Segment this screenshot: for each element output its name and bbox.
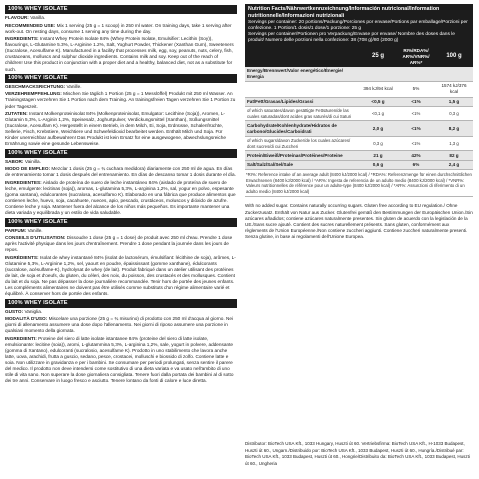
nutrient-col-header (245, 47, 359, 67)
ingredients-fr: INGRÉDIENTS: Isolat de whey instantané 84% (isolat de lactosérum, émulsifiant: lécithine de soja), arômes, L-Glutamine 5,3%, L-Arginine 1,2%, sel, yaourt en poudre, épaississant (gomme xanthane), édulcorants (sucralose, acésulfame-K), hydrolysat de whey (de lait). Produit fabriqué dans un atelier utilisant des protéines de lait, de soja et d'oeufs, du gluten, du céleri, des noix, du poisson, des crustacés et des mollusques. Contient du lait et du soja. Ne pas dépasser la dose journalière recommandée. Tenir hors de portée des jeunes enfants. Les compléments alimentaires ne doivent pas être utilisés comme substituts d'un régime alimentaire varié et équilibré. À conserver hors de portée des enfants. (5, 254, 236, 297)
use-es: MODO DE EMPLEO: Mezclar 1 dosis (25 g = ¾ cuchara medidora) diariamente con 250 ml de agua. En días de entrenamiento tomar 1 dosis después del entrenamiento. En días de descanso tomar 1 dosis durante el día. (5, 166, 236, 178)
nutrition-row (245, 160, 473, 169)
per100-value: 1,5 g (435, 97, 473, 106)
ri-value: 6% (397, 160, 435, 169)
per-serving-value: 21 g (359, 151, 397, 160)
use-it: MODALITÀ D'USO: Miscelare una porzione (25 g = ¾ misurino) di prodotto con 250 ml d'acqua al giorno. Nei giorni di allenamento assumere una dose dopo l'allenamento. Nei giorni di riposo assumere una porzione in qualsiasi momento della giornata. (5, 316, 234, 334)
section-title-en: 100% WHEY ISOLATE (5, 5, 237, 14)
ri-value: <1% (397, 136, 435, 151)
nutrient-name: Carbohydrate/Kohlenhydrate/Hidratos de carbono/Glucides/Carboidrati (245, 121, 359, 136)
sugar-gluten-note: With no added sugar. Contains naturally occurring sugars. Gluten free according to EU regulation./ Ohne Zuckerzusatz. Enthält von Natur aus Zucker. Glutenfrei gemäß den Bestimmungen der Europäischen Union./Sin azúcares añadidos; contiene azúcares naturalmente presentes. Sin gluten de acuerdo con la legislación de la UE./Sans sucre ajouté. Contient des sucres naturellement présents. Sans gluten, conformément aux règlements de l'Union Européenne./Non contiene zuccheri aggiunti. Contiene zuccheri naturalmente presenti. Senza glutine, in base ai regolamenti dell'Unione Europea. (245, 203, 473, 240)
per-serving-value: 2,0 g (359, 121, 397, 136)
use-de: VERZEHREMPFEHLUNG: Mischen Sie täglich 1 Portion (25 g = 1 Messlöffel) Produkt mit 250 ml Wasser. An Trainingstagen verzehren Sie 1 Portion nach dem Training. An trainingsfreien Tagen verzehren Sie 1 Portion zu jeder Tageszeit. (5, 91, 236, 109)
nutrient-name: Energy/Brennwert/Valor energético/Énergie/ Energia (245, 67, 359, 82)
per100-value: 1,3 g (435, 136, 473, 151)
per-serving-value: 394 kJ/94 kcal (359, 82, 397, 97)
nutrient-name: of which saturates/davon gesättigte Fettsäuren/de las cuales saturadas/dont acides gras saturés/di cui Saturi (245, 106, 359, 121)
nutrition-row (245, 82, 473, 97)
nutrition-row (245, 151, 473, 160)
per-serving-value: 0,6 g (359, 160, 397, 169)
flavour-fr: PARFUM: Vanille. (5, 227, 43, 233)
nutrition-table-header (245, 47, 473, 67)
ri-value: <1% (397, 106, 435, 121)
section-title-fr: 100% WHEY ISOLATE (5, 218, 237, 227)
per100-value: 0,3 g (435, 106, 473, 121)
nutrient-name: Protein/Eiweiß/Proteínas/Protéines/Proteine (245, 151, 359, 160)
ri-value: 42% (397, 151, 435, 160)
ingredients-it: INGREDIENTI: Proteine del siero di latte isolate istantanee 84% (proteine del siero di latte isolate, emulsionante: lecitine (soia)), aromi, L-glutammina 5,3%, L-arginina 1,2%, sale, yogurt in polvere, addensante (gomma di Xantano), edulcoranti (sucralosio, acesulfame K). Prodotto in uno stabilimento che lavora anche latte, uova, arachidi, frutta a guscio, sedano, pesce, crostacei, molluschi e biossido di zolfo. Contiene latte e soia. Non utilizzare in gravidanza e per i bambini. Se consumare per periodi prolungati, senza sentire il parere del medico. Il prodotto non deve intendersi come sostitutivo di una dieta variata e va usato nell'ambito di uno stile di vita sano. Non superare la dose giornaliera consigliata. Tenere fuori dalla portata dei bambini al di sotto dei tre anni. Conservare in luogo fresco e asciutto. Tenere lontano da fonti di calore e luce diretta. (5, 335, 234, 384)
multilingual-label-text (5, 4, 237, 475)
nutrition-row (245, 97, 473, 106)
per100-value: 1574 kJ/376 kcal (435, 82, 473, 97)
ri-value: 5% (397, 82, 435, 97)
nutrient-name: Fat/Fett/Grasas/Lipides/Grassi (245, 97, 359, 106)
nutrition-footnote: *RI%: Reference intake of an average adult (8400 kJ/2000 kcal) / *RDA%: Referenzmenge für einen durchschnittlichen Erwachsenen (8400 kJ/2000 kcal) / *AR%: Ingesta de referencia de un adulto medio (8400 kJ/2000 kcal) / *VNR%: Valeurs nutritionnelles de référence pour un adulte-type (8400 kJ/2000 kcal) / *AR%: Assunzioni di riferimento di un adulto medio (8400 kJ/2000 kcal) (245, 170, 473, 197)
serving-col-header: 25 g (359, 47, 397, 67)
nutrition-servings-per-container: Servings per container/Portionen pro Verpackung/Envase por envase/ Nombre des doses dans le produit/ Numero delle porzioni nella confezione: 38 (708 g)/80 (2000 g) (248, 32, 455, 44)
nutrition-table (245, 47, 473, 170)
nutrition-title: Nutrition Facts/Nährwertkennzeichnung/Información nutricional/Information nutritionnelle/Informazioni nutrizionali (248, 6, 440, 19)
nutrition-row (245, 106, 473, 121)
flavour-en: FLAVOUR: Vanilla. (5, 15, 46, 21)
use-en: RECOMMENDED USE: Mix 1 serving (25 g = 1 scoop) in 250 ml water. On training days, take 1 serving after work-out. On resting days, consume 1 serving any time during the day. (5, 22, 232, 34)
nutrient-name: of which sugars/davon Zucker/de los cuales azúcares/ dont sucres/di cui Zuccheri (245, 136, 359, 151)
use-fr: CONSEILS D'UTILISATION: Dissoudre 1 dose (25 g = 1 dose) de produit avec 250 ml d'eau. Prendre 1 dose après l'activité physique dans les jours d'entraînement. Prendre 1 dose pendant la journée dans les jours de repos. (5, 235, 233, 253)
ri-col-header: RI%/RDA%/ AR%/VNR%/ AR%* (397, 47, 435, 67)
section-title-de: 100% WHEY ISOLATE (5, 74, 237, 83)
per100-col-header: 100 g (435, 47, 473, 67)
ri-value (397, 67, 435, 82)
per100-value: 8,2 g (435, 121, 473, 136)
per100-value: 82 g (435, 151, 473, 160)
nutrition-row (245, 121, 473, 136)
nutrient-name (245, 82, 359, 97)
nutrition-row (245, 136, 473, 151)
flavour-es: SABOR: Vainilla. (5, 159, 41, 164)
per-serving-value: <0,1 g (359, 106, 397, 121)
ri-value: <1% (397, 97, 435, 106)
nutrition-header (245, 4, 473, 47)
per-serving-value: 0,3 g (359, 136, 397, 151)
per-serving-value: <0,5 g (359, 97, 397, 106)
nutrition-servings: Servings per container: 20 portions/Packung/Porciones por envase/Portions par emballage/Porzioni per confezione. 1 Portion/1 dosis/1 dose/1 porzione: 25 g (248, 19, 468, 31)
ingredients-de: ZUTATEN: Instant Molkenproteinisolat 84% (Molkenproteinisolat, Emulgator: Lecithine (Soja)), Aromen, L-Glutamin 5,3%, L-Arginin 1,2%, Speisesalz, Joghurtpulver, Verdickungsmittel (Xanthan), Süßungsmittel (Sucralose, Acesulfam K). Hergestellt in einem Betrieb, in dem Milch, Ei, Soja, Erdnüsse, Schalenfrüchte, Sellerie, Fisch, Krebstiere, Weichtiere und Schwefeldioxid bearbeitet werden. Enthält Milch und Soja. Für Kinder unerreichbar aufbewahren! Das Produkt ist kein Ersatz für eine ausgewogene, abwechslungsreiche Ernährung sowie eine gesunde Lebensweise. (5, 110, 226, 147)
nutrient-name: Salt/Salz/Sal/Sel/Sale (245, 160, 359, 169)
nutrition-row (245, 67, 473, 82)
per100-value: 2,4 g (435, 160, 473, 169)
distributor-info: Distributor: BioTech USA Kft., 1033 Hungary, Huszti út 60. Vertriebsfirma: BioTech USA Kft., H-1033 Budapest, Huszti út 60., Ungarn./Distribuido por: BioTech USA Kft., 1033 Budapest, Huszti út 60., Hungría./Distribué par: BioTech USA Kft., 1033 Budapest, Huszti út 60., Hongrie/Distribuito da: BioTech USA Kft., 1033 Budapest, Huszti út 60., Ungheria (245, 441, 470, 466)
nutrition-column (245, 4, 473, 475)
per100-value (435, 67, 473, 82)
section-title-it: 100% WHEY ISOLATE (5, 299, 237, 308)
flavour-de: GESCHMACKSRICHTUNG: Vanille. (5, 84, 82, 90)
ri-value: <1% (397, 121, 435, 136)
nutrition-table-body (245, 67, 473, 170)
section-title-es: 100% WHEY ISOLATE (5, 149, 237, 158)
ingredients-en: INGREDIENTS: Instant Whey Protein Isolate 84% (Whey Protein Isolate, Emulsifier: Lecithin (Soy)), flavourings, L-Glutamine 5.3%, L-Arginine 1.2%, Salt, Yoghurt Powder, Thickener (Xanthan Gum), Sweeteners (Sucralose, Acesulfame K). Manufactured in a facility that processes milk, egg, soy, peanuts, nuts, celery, fish, crustaceans, molluscs and sulphur dioxide ingredients. Contains milk and soy. Keep out of the reach of children! Use this product in conjunction with a proper diet and a healthy, balanced diet, not as a substitute for such. (5, 35, 234, 72)
flavour-it: GUSTO: Vaniglia. (5, 308, 43, 314)
per-serving-value (359, 67, 397, 82)
ingredients-es: INGREDIENTES: Aislado de proteína de suero de leche instantáneo 84% (aislado de proteína de suero de leche, emulgente: lecitinas (soja)), aromas, L-glutamina 5,3%, L-arginina 1,2%, sal, yogur en polvo, espesante (goma xantana), edulcorantes (sucralosa, acesulfamo K). Elaborado en una fábrica que produce alimentos que contienen leche, huevo, soja, cacahuete, nueces, apio, pescado, crustáceos, moluscos y dióxido de azufre. Contiene leche y soja. Mantener fuera del alcance de los niños más pequeños. Es importante mantener una dieta variada y equilibrada y un estilo de vida saludable. (5, 179, 236, 216)
